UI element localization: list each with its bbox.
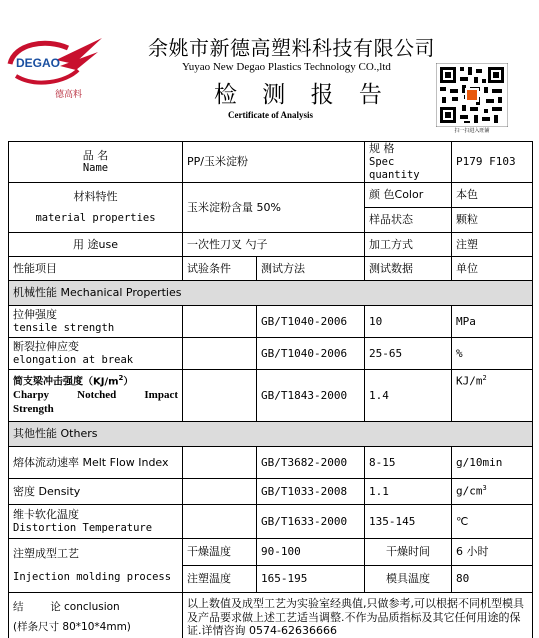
others-section-title: 其他性能 Others [9, 422, 533, 447]
conclusion-text: 以上数值及成型工艺为实验室经典值,只做参考,可以根据不同机型模具及产品要求做上述工艺适当调整.不作为品质指标及其它任何用途的保证.详情咨询 0574-62636666 [183, 593, 533, 638]
tensile-label-en: tensile strength [13, 321, 115, 334]
elongation-label-cell [9, 338, 183, 370]
elongation-condition [183, 338, 257, 370]
die-temp-value: 80 [452, 566, 533, 593]
table-row [9, 479, 533, 505]
process-label: 加工方式 [365, 233, 452, 257]
charpy-unit: $KJ/m^2$ [452, 370, 533, 422]
vicat-condition [183, 505, 257, 539]
sample-state-value: 颗粒 [452, 208, 533, 233]
use-label: 用 途use [9, 233, 183, 257]
dry-time-label: 干燥时间 [365, 539, 452, 566]
process-value: 注塑 [452, 233, 533, 257]
density-value: 1.1 [365, 479, 452, 505]
table-row [9, 505, 533, 539]
molding-row-1 [9, 539, 533, 566]
charpy-condition [183, 370, 257, 422]
dry-temp-value: 90-100 [257, 539, 365, 566]
elongation-method: GB/T1040-2006 [257, 338, 365, 370]
molding-label-en: Injection molding process [13, 570, 172, 583]
vicat-unit: ℃ [452, 505, 533, 539]
molding-label-cell [9, 539, 183, 593]
vicat-label-en: Distortion Temperature [13, 521, 153, 534]
use-value: 一次性刀叉 勺子 [183, 233, 365, 257]
qr-code-icon[interactable] [436, 63, 508, 127]
charpy-value: 1.4 [365, 370, 452, 422]
table-row [9, 447, 533, 479]
col-data-header: 测试数据 [365, 257, 452, 281]
vicat-method: GB/T1633-2000 [257, 505, 365, 539]
material-row-1 [9, 183, 533, 208]
vicat-label-cn: 维卡软化温度 [13, 508, 79, 522]
col-unit-header: 单位 [452, 257, 533, 281]
charpy-label-cell [9, 370, 183, 422]
charpy-label-en: Charpy Notched Impact [13, 389, 178, 402]
name-label-cell [9, 142, 183, 183]
conclusion-row [9, 593, 533, 638]
charpy-label-en-last: Strength [13, 402, 54, 415]
spec-value: P179 F103 [452, 142, 533, 183]
col-method-header: 测试方法 [257, 257, 365, 281]
dry-time-value: 6 小时 [452, 539, 533, 566]
color-value: 本色 [452, 183, 533, 208]
report-title-en: Certificate of Analysis [228, 110, 313, 120]
name-row [9, 142, 533, 183]
analysis-table [8, 141, 533, 638]
report-header [0, 0, 539, 140]
name-label-cn: 品 名 [82, 148, 109, 162]
sample-state-label: 样品状态 [365, 208, 452, 233]
table-row [9, 338, 533, 370]
material-label-en: material properties [35, 211, 156, 224]
melt-flow-condition [183, 447, 257, 479]
column-header-row [9, 257, 533, 281]
melt-flow-method: GB/T3682-2000 [257, 447, 365, 479]
density-method: GB/T1033-2008 [257, 479, 365, 505]
melt-flow-label: 熔体流动速率 Melt Flow Index [9, 447, 183, 479]
spec-label-cn: 规 格 [369, 142, 395, 155]
tensile-value: 10 [365, 306, 452, 338]
molding-label-cn: 注塑成型工艺 [13, 547, 79, 561]
melt-flow-unit: g/10min [452, 447, 533, 479]
col-condition-header: 试验条件 [183, 257, 257, 281]
mold-temp-label: 注塑温度 [183, 566, 257, 593]
color-label: 颜 色Color [365, 183, 452, 208]
die-temp-label: 模具温度 [365, 566, 452, 593]
logo-chinese-name: 德高料 [55, 90, 83, 100]
name-value: PP/玉米淀粉 [183, 142, 365, 183]
density-condition [183, 479, 257, 505]
company-name-cn: 余姚市新德高塑料科技有限公司 [148, 36, 435, 60]
report-title-cn: 检 测 报 告 [214, 82, 391, 108]
material-label-cn: 材料特性 [73, 190, 118, 204]
table-row [9, 370, 533, 422]
charpy-label-cn: 简支梁冲击强度$(KJ/m^2)$ [13, 374, 134, 388]
vicat-label-cell [9, 505, 183, 539]
elongation-label-en: elongation at break [13, 353, 134, 366]
mechanical-section-title: 机械性能 Mechanical Properties [9, 281, 533, 306]
tensile-method: GB/T1040-2006 [257, 306, 365, 338]
density-label: 密度 Density [9, 479, 183, 505]
col-item-header: 性能项目 [9, 257, 183, 281]
vicat-value: 135-145 [365, 505, 452, 539]
elongation-label-cn: 断裂拉伸应变 [13, 340, 79, 354]
tensile-unit: MPa [452, 306, 533, 338]
charpy-method: GB/T1843-2000 [257, 370, 365, 422]
spec-label-en: Spec quantity [369, 155, 420, 181]
sample-size-note: (样条尺寸 80*10*4mm) [13, 620, 131, 633]
company-name-en: Yuyao New Degao Plastics Technology CO.,ltd [182, 61, 391, 73]
tensile-condition [183, 306, 257, 338]
name-label-en: Name [82, 162, 109, 175]
qr-caption: 扫一扫进入旺铺 [454, 128, 490, 134]
others-section-row [9, 422, 533, 447]
material-value: 玉米淀粉含量 50% [183, 183, 365, 233]
elongation-unit: % [452, 338, 533, 370]
melt-flow-value: 8-15 [365, 447, 452, 479]
logo-word: DEGAO [16, 56, 61, 70]
tensile-label-cn: 拉伸强度 [13, 308, 57, 322]
dry-temp-label: 干燥温度 [183, 539, 257, 566]
mechanical-section-row [9, 281, 533, 306]
mold-temp-value: 165-195 [257, 566, 365, 593]
use-row [9, 233, 533, 257]
density-unit: $g/cm^3$ [452, 479, 533, 505]
tensile-label-cell [9, 306, 183, 338]
table-row [9, 306, 533, 338]
conclusion-label: 结 论 conclusion [13, 601, 120, 614]
material-label-cell [9, 183, 183, 233]
spec-label-cell [365, 142, 452, 183]
elongation-value: 25-65 [365, 338, 452, 370]
conclusion-label-cell [9, 593, 183, 638]
